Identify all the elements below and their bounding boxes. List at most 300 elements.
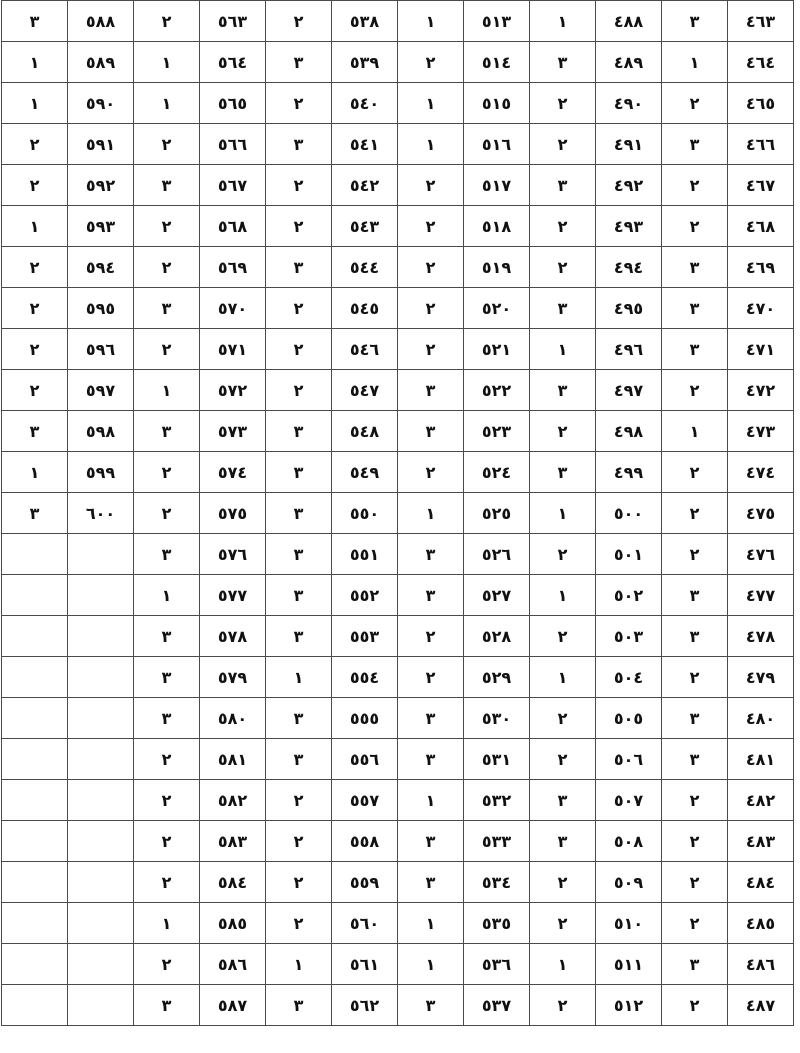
question-number-cell: ٥٨١ (200, 739, 266, 780)
answer-cell: ٣ (530, 165, 596, 206)
question-number-cell: ٤٩٦ (596, 329, 662, 370)
answer-cell: ١ (398, 124, 464, 165)
answer-cell: ٢ (2, 165, 68, 206)
answer-cell: ٢ (662, 370, 728, 411)
table-row (2, 124, 794, 165)
question-number-cell: ٥٩٤ (68, 247, 134, 288)
answer-cell (2, 534, 68, 575)
question-number-cell: ٥٥١ (332, 534, 398, 575)
question-number-cell: ٥٦٨ (200, 206, 266, 247)
answer-cell: ٢ (134, 329, 200, 370)
question-number-cell (68, 657, 134, 698)
question-number-cell: ٥٢٠ (464, 288, 530, 329)
question-number-cell: ٥٣٠ (464, 698, 530, 739)
question-number-cell: ٥٧٢ (200, 370, 266, 411)
answer-cell: ٣ (662, 575, 728, 616)
question-number-cell: ٥٥٢ (332, 575, 398, 616)
question-number-cell: ٥٨٥ (200, 903, 266, 944)
answer-cell: ٣ (398, 534, 464, 575)
answer-cell: ٣ (662, 944, 728, 985)
answer-cell: ٣ (530, 452, 596, 493)
question-number-cell: ٥٣٦ (464, 944, 530, 985)
question-number-cell: ٤٨٥ (728, 903, 794, 944)
answer-cell: ٢ (266, 862, 332, 903)
answer-cell: ٢ (2, 288, 68, 329)
answer-cell: ٢ (398, 329, 464, 370)
table-row (2, 206, 794, 247)
question-number-cell: ٤٨٤ (728, 862, 794, 903)
question-number-cell: ٥٦٧ (200, 165, 266, 206)
answer-cell: ٣ (266, 616, 332, 657)
answer-cell (2, 821, 68, 862)
table-row (2, 821, 794, 862)
answer-cell (2, 944, 68, 985)
answer-cell: ٢ (266, 329, 332, 370)
question-number-cell: ٤٦٥ (728, 83, 794, 124)
question-number-cell: ٤٨٣ (728, 821, 794, 862)
answer-cell: ١ (398, 903, 464, 944)
answer-cell: ٢ (2, 247, 68, 288)
answer-cell: ٢ (662, 452, 728, 493)
question-number-cell: ٥٢٢ (464, 370, 530, 411)
answer-cell: ٢ (398, 288, 464, 329)
question-number-cell (68, 698, 134, 739)
answer-cell: ٣ (662, 288, 728, 329)
answer-cell: ٢ (2, 370, 68, 411)
answer-cell: ٣ (530, 288, 596, 329)
answer-cell: ٢ (662, 534, 728, 575)
answer-cell: ٢ (134, 206, 200, 247)
answer-cell: ٢ (662, 657, 728, 698)
answer-cell: ٢ (134, 124, 200, 165)
answer-cell: ٢ (266, 780, 332, 821)
answer-cell (2, 616, 68, 657)
question-number-cell: ٥١٥ (464, 83, 530, 124)
answer-cell: ٢ (398, 247, 464, 288)
answer-cell: ١ (530, 575, 596, 616)
answer-cell: ٢ (530, 206, 596, 247)
question-number-cell: ٥٧٦ (200, 534, 266, 575)
question-number-cell: ٦٠٠ (68, 493, 134, 534)
answer-cell: ٢ (266, 165, 332, 206)
question-number-cell: ٥٦٠ (332, 903, 398, 944)
answer-cell: ٣ (2, 411, 68, 452)
answer-cell: ١ (530, 657, 596, 698)
answer-cell: ٣ (134, 411, 200, 452)
question-number-cell: ٥١٣ (464, 1, 530, 42)
question-number-cell: ٥٨٨ (68, 1, 134, 42)
question-number-cell: ٥٨٢ (200, 780, 266, 821)
answer-cell (2, 575, 68, 616)
question-number-cell: ٥٩١ (68, 124, 134, 165)
answer-cell: ٢ (134, 821, 200, 862)
answer-cell: ١ (134, 83, 200, 124)
question-number-cell: ٥٣٧ (464, 985, 530, 1026)
answer-cell: ٣ (662, 124, 728, 165)
question-number-cell (68, 575, 134, 616)
question-number-cell: ٥٤٨ (332, 411, 398, 452)
answer-cell: ٢ (662, 83, 728, 124)
answer-cell: ١ (2, 83, 68, 124)
question-number-cell: ٥٠٧ (596, 780, 662, 821)
table-row (2, 739, 794, 780)
answer-cell: ٢ (530, 247, 596, 288)
question-number-cell (68, 616, 134, 657)
answer-cell: ٢ (266, 83, 332, 124)
answer-cell: ٣ (266, 534, 332, 575)
question-number-cell: ٥٩٣ (68, 206, 134, 247)
answer-cell: ٣ (134, 288, 200, 329)
question-number-cell: ٥١٤ (464, 42, 530, 83)
question-number-cell: ٤٨٠ (728, 698, 794, 739)
question-number-cell: ٤٩٢ (596, 165, 662, 206)
answer-cell: ٣ (662, 698, 728, 739)
question-number-cell: ٥٨٠ (200, 698, 266, 739)
answer-cell: ١ (662, 411, 728, 452)
question-number-cell: ٥٥٦ (332, 739, 398, 780)
answer-cell: ٢ (662, 206, 728, 247)
answer-cell: ١ (134, 575, 200, 616)
question-number-cell: ٥٠١ (596, 534, 662, 575)
question-number-cell: ٥٥٧ (332, 780, 398, 821)
answer-cell: ٣ (398, 985, 464, 1026)
question-number-cell: ٥٤٦ (332, 329, 398, 370)
answer-cell: ٣ (530, 821, 596, 862)
question-number-cell: ٥٣٨ (332, 1, 398, 42)
answer-cell: ٢ (398, 616, 464, 657)
table-row (2, 985, 794, 1026)
answer-key-sheet (1, 0, 793, 1026)
question-number-cell: ٥٧٤ (200, 452, 266, 493)
question-number-cell: ٥٣٤ (464, 862, 530, 903)
question-number-cell: ٥٤٣ (332, 206, 398, 247)
question-number-cell: ٥٨٤ (200, 862, 266, 903)
question-number-cell: ٥٢٧ (464, 575, 530, 616)
answer-cell: ٢ (134, 452, 200, 493)
answer-cell: ٢ (662, 903, 728, 944)
answer-cell: ٣ (266, 452, 332, 493)
answer-cell: ٢ (266, 206, 332, 247)
table-row (2, 1, 794, 42)
question-number-cell: ٥١٢ (596, 985, 662, 1026)
question-number-cell: ٤٨٨ (596, 1, 662, 42)
question-number-cell: ٥٨٣ (200, 821, 266, 862)
question-number-cell: ٥٧٧ (200, 575, 266, 616)
question-number-cell: ٥٦٢ (332, 985, 398, 1026)
question-number-cell: ٥٢٤ (464, 452, 530, 493)
question-number-cell: ٥٠٠ (596, 493, 662, 534)
table-row (2, 698, 794, 739)
question-number-cell: ٥٣٥ (464, 903, 530, 944)
question-number-cell: ٥٠٨ (596, 821, 662, 862)
answer-cell: ٣ (398, 821, 464, 862)
question-number-cell: ٤٩٧ (596, 370, 662, 411)
answer-cell: ٣ (662, 739, 728, 780)
question-number-cell: ٥٦٤ (200, 42, 266, 83)
answer-cell: ٣ (530, 42, 596, 83)
answer-cell: ١ (266, 944, 332, 985)
question-number-cell: ٤٩٩ (596, 452, 662, 493)
question-number-cell: ٤٨٧ (728, 985, 794, 1026)
question-number-cell: ٤٩١ (596, 124, 662, 165)
answer-cell: ٢ (530, 862, 596, 903)
answer-cell: ٢ (266, 903, 332, 944)
answer-cell: ١ (398, 1, 464, 42)
answer-cell: ٢ (134, 944, 200, 985)
question-number-cell: ٤٩٠ (596, 83, 662, 124)
answer-cell: ٢ (266, 370, 332, 411)
question-number-cell: ٤٦٦ (728, 124, 794, 165)
question-number-cell: ٥٤١ (332, 124, 398, 165)
question-number-cell: ٥٠٤ (596, 657, 662, 698)
question-number-cell: ٥٤٧ (332, 370, 398, 411)
table-row (2, 288, 794, 329)
question-number-cell: ٥٤٥ (332, 288, 398, 329)
question-number-cell: ٥٧٥ (200, 493, 266, 534)
table-row (2, 83, 794, 124)
question-number-cell: ٥٠٣ (596, 616, 662, 657)
question-number-cell: ٥٤٩ (332, 452, 398, 493)
question-number-cell: ٤٧٨ (728, 616, 794, 657)
answer-cell: ٢ (134, 1, 200, 42)
question-number-cell: ٤٧٧ (728, 575, 794, 616)
question-number-cell: ٥٥٠ (332, 493, 398, 534)
table-row (2, 42, 794, 83)
answer-cell: ٢ (398, 206, 464, 247)
answer-cell (2, 739, 68, 780)
question-number-cell: ٥٣٢ (464, 780, 530, 821)
question-number-cell: ٤٧٢ (728, 370, 794, 411)
question-number-cell: ٤٧٥ (728, 493, 794, 534)
question-number-cell (68, 944, 134, 985)
table-row (2, 780, 794, 821)
answer-cell: ٣ (266, 247, 332, 288)
question-number-cell: ٥١٦ (464, 124, 530, 165)
answer-cell: ٣ (530, 370, 596, 411)
answer-cell: ٢ (398, 452, 464, 493)
answer-cell: ٢ (398, 165, 464, 206)
question-number-cell: ٥١٠ (596, 903, 662, 944)
answer-cell (2, 657, 68, 698)
answer-cell: ٢ (266, 288, 332, 329)
answer-cell (2, 985, 68, 1026)
question-number-cell: ٥٠٥ (596, 698, 662, 739)
answer-cell: ٣ (266, 985, 332, 1026)
question-number-cell: ٥٠٩ (596, 862, 662, 903)
question-number-cell: ٤٩٣ (596, 206, 662, 247)
question-number-cell: ٥٦٩ (200, 247, 266, 288)
question-number-cell: ٤٧٦ (728, 534, 794, 575)
answer-cell: ٣ (662, 616, 728, 657)
answer-cell: ٣ (266, 42, 332, 83)
answer-cell: ٢ (530, 83, 596, 124)
answer-cell: ٢ (398, 657, 464, 698)
question-number-cell: ٤٧٤ (728, 452, 794, 493)
answer-cell: ٢ (530, 616, 596, 657)
question-number-cell (68, 739, 134, 780)
answer-cell: ١ (662, 42, 728, 83)
question-number-cell: ٤٦٩ (728, 247, 794, 288)
answer-cell: ٣ (398, 698, 464, 739)
table-row (2, 165, 794, 206)
answer-cell: ٢ (134, 247, 200, 288)
answer-cell: ٢ (2, 329, 68, 370)
answer-cell: ١ (530, 944, 596, 985)
question-number-cell: ٤٦٧ (728, 165, 794, 206)
answer-cell: ١ (398, 780, 464, 821)
question-number-cell: ٥٨٦ (200, 944, 266, 985)
answer-cell: ٣ (662, 247, 728, 288)
answer-cell: ٢ (266, 1, 332, 42)
answer-cell: ٢ (134, 780, 200, 821)
table-row (2, 657, 794, 698)
question-number-cell (68, 985, 134, 1026)
question-number-cell: ٤٨٩ (596, 42, 662, 83)
answer-cell: ١ (134, 42, 200, 83)
question-number-cell (68, 534, 134, 575)
answer-cell: ٣ (662, 1, 728, 42)
question-number-cell (68, 780, 134, 821)
answer-cell: ٣ (266, 493, 332, 534)
question-number-cell (68, 862, 134, 903)
question-number-cell: ٥٥٤ (332, 657, 398, 698)
question-number-cell: ٥٨٧ (200, 985, 266, 1026)
question-number-cell: ٥٠٦ (596, 739, 662, 780)
answer-cell (2, 780, 68, 821)
answer-cell: ٣ (530, 780, 596, 821)
answer-cell: ٣ (134, 657, 200, 698)
answer-cell (2, 862, 68, 903)
table-row (2, 534, 794, 575)
answer-cell: ٢ (530, 739, 596, 780)
question-number-cell: ٥٤٢ (332, 165, 398, 206)
question-number-cell: ٤٩٨ (596, 411, 662, 452)
question-number-cell: ٥٧٣ (200, 411, 266, 452)
answer-cell: ٣ (266, 411, 332, 452)
answer-cell: ٣ (134, 985, 200, 1026)
answer-cell: ٣ (266, 698, 332, 739)
question-number-cell: ٥٦١ (332, 944, 398, 985)
answer-cell: ٣ (266, 739, 332, 780)
table-row (2, 411, 794, 452)
question-number-cell: ٥٢١ (464, 329, 530, 370)
answer-cell: ٢ (134, 862, 200, 903)
question-number-cell: ٥٧٩ (200, 657, 266, 698)
table-row (2, 370, 794, 411)
table-row (2, 944, 794, 985)
table-row (2, 493, 794, 534)
answer-cell: ٢ (530, 124, 596, 165)
answer-cell: ٣ (2, 1, 68, 42)
question-number-cell: ٤٦٨ (728, 206, 794, 247)
question-number-cell: ٤٨١ (728, 739, 794, 780)
question-number-cell: ٥٩٩ (68, 452, 134, 493)
question-number-cell: ٤٨٢ (728, 780, 794, 821)
answer-cell: ٢ (662, 780, 728, 821)
answer-cell: ٣ (134, 698, 200, 739)
answer-cell: ٢ (2, 124, 68, 165)
answer-key-table-body (2, 1, 794, 1026)
answer-cell: ٢ (530, 534, 596, 575)
answer-key-table (1, 0, 794, 1026)
answer-cell: ٢ (398, 42, 464, 83)
answer-cell: ٣ (662, 329, 728, 370)
question-number-cell: ٤٦٣ (728, 1, 794, 42)
question-number-cell: ٥٢٦ (464, 534, 530, 575)
table-row (2, 329, 794, 370)
answer-cell: ٢ (530, 985, 596, 1026)
answer-cell: ١ (398, 944, 464, 985)
question-number-cell: ٥١٧ (464, 165, 530, 206)
answer-cell: ٣ (398, 411, 464, 452)
question-number-cell: ٥٣٩ (332, 42, 398, 83)
question-number-cell: ٥٧١ (200, 329, 266, 370)
question-number-cell: ٥٦٥ (200, 83, 266, 124)
answer-cell: ٢ (662, 493, 728, 534)
answer-cell: ٣ (266, 124, 332, 165)
table-row (2, 247, 794, 288)
question-number-cell: ٥٥٩ (332, 862, 398, 903)
answer-cell: ٣ (398, 862, 464, 903)
table-row (2, 616, 794, 657)
question-number-cell: ٥٧٨ (200, 616, 266, 657)
answer-cell: ٢ (530, 903, 596, 944)
question-number-cell: ٥٩٨ (68, 411, 134, 452)
question-number-cell: ٥٩٧ (68, 370, 134, 411)
answer-cell: ٢ (662, 165, 728, 206)
question-number-cell: ٥٣١ (464, 739, 530, 780)
question-number-cell: ٤٨٦ (728, 944, 794, 985)
answer-cell: ١ (530, 329, 596, 370)
answer-cell: ٣ (2, 493, 68, 534)
question-number-cell: ٤٩٤ (596, 247, 662, 288)
question-number-cell: ٥٨٩ (68, 42, 134, 83)
table-row (2, 575, 794, 616)
question-number-cell: ٥٦٣ (200, 1, 266, 42)
question-number-cell: ٥٩٥ (68, 288, 134, 329)
question-number-cell: ٥١٩ (464, 247, 530, 288)
question-number-cell: ٥٥٣ (332, 616, 398, 657)
question-number-cell: ٥٩٦ (68, 329, 134, 370)
answer-cell: ٢ (134, 739, 200, 780)
answer-cell: ٣ (398, 575, 464, 616)
table-row (2, 903, 794, 944)
question-number-cell: ٥٦٦ (200, 124, 266, 165)
question-number-cell: ٥١٨ (464, 206, 530, 247)
answer-cell: ٢ (530, 698, 596, 739)
question-number-cell (68, 903, 134, 944)
question-number-cell: ٥٩٠ (68, 83, 134, 124)
question-number-cell: ٤٦٤ (728, 42, 794, 83)
question-number-cell: ٥٩٢ (68, 165, 134, 206)
question-number-cell: ٤٧٠ (728, 288, 794, 329)
question-number-cell: ٤٧٣ (728, 411, 794, 452)
answer-cell: ٣ (266, 575, 332, 616)
question-number-cell: ٥٤٤ (332, 247, 398, 288)
answer-cell (2, 903, 68, 944)
answer-cell: ١ (2, 42, 68, 83)
question-number-cell (68, 821, 134, 862)
table-row (2, 452, 794, 493)
question-number-cell: ٤٧٩ (728, 657, 794, 698)
question-number-cell: ٥٥٨ (332, 821, 398, 862)
question-number-cell: ٤٧١ (728, 329, 794, 370)
answer-cell: ١ (398, 493, 464, 534)
answer-cell (2, 698, 68, 739)
question-number-cell: ٥٢٩ (464, 657, 530, 698)
answer-cell: ١ (398, 83, 464, 124)
answer-cell: ١ (134, 903, 200, 944)
